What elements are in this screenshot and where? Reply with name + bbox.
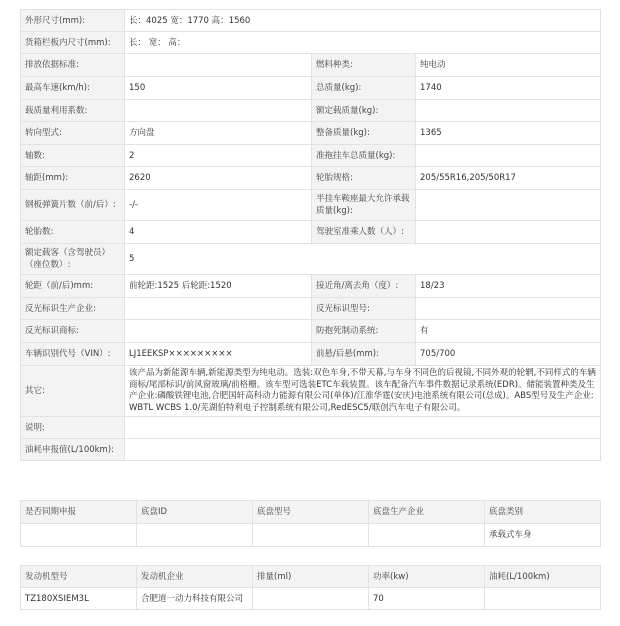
spec-value: 705/700 (416, 343, 601, 366)
spec-label: 轮胎数: (21, 221, 125, 244)
spec-value: 前轮距:1525 后轮距:1520 (125, 275, 312, 298)
engine-header: 发动机企业 (137, 566, 253, 588)
spec-label: 油耗申报值(L/100km): (21, 439, 125, 461)
chassis-row (21, 524, 601, 547)
spec-label: 总质量(kg): (312, 77, 416, 100)
spec-label: 接近角/离去角（度）: (312, 275, 416, 298)
spec-row (21, 32, 601, 54)
spec-row (21, 366, 601, 417)
engine-header: 发动机型号 (21, 566, 137, 588)
engine-body (21, 566, 601, 610)
spec-label: 驾驶室准乘人数（人）: (312, 221, 416, 244)
spec-value (125, 320, 312, 343)
engine-cell: 70 (369, 588, 485, 610)
spec-label: 车辆识别代号（VIN）: (21, 343, 125, 366)
engine-header: 功率(kw) (369, 566, 485, 588)
engine-header: 油耗(L/100km) (485, 566, 601, 588)
engine-cell (485, 588, 601, 610)
engine-header: 排量(ml) (253, 566, 369, 588)
spec-label: 说明: (21, 417, 125, 439)
spec-label: 半挂车鞍座最大允许承载质量(kg): (312, 190, 416, 221)
spec-row (21, 167, 601, 190)
spec-row (21, 221, 601, 244)
chassis-cell: 承载式车身 (485, 524, 601, 547)
spec-value (125, 298, 312, 320)
spec-value (416, 298, 601, 320)
spec-label: 其它: (21, 366, 125, 417)
spec-value (125, 417, 601, 439)
engine-row (21, 588, 601, 610)
engine-cell (253, 588, 369, 610)
engine-table (20, 565, 601, 610)
spec-value (416, 190, 601, 221)
spec-value: 2 (125, 145, 312, 167)
spec-label: 整备质量(kg): (312, 122, 416, 145)
spec-value: 纯电动 (416, 54, 601, 77)
chassis-cell (253, 524, 369, 547)
spec-label: 轮胎规格: (312, 167, 416, 190)
spec-value: 1740 (416, 77, 601, 100)
spec-value: 有 (416, 320, 601, 343)
spec-row (21, 320, 601, 343)
spec-value: 4 (125, 221, 312, 244)
spec-value: LJ1EEKSP××××××××× (125, 343, 312, 366)
spec-label: 轴数: (21, 145, 125, 167)
chassis-table (20, 500, 601, 547)
spec-label: 最高车速(km/h): (21, 77, 125, 100)
engine-cell: 合肥道一动力科技有限公司 (137, 588, 253, 610)
spec-value: 长：4025 宽：1770 高：1560 (125, 10, 601, 32)
spec-value: 该产品为新能源车辆,新能源类型为纯电动。选装:双色车身,不带天幕,与车身不同色的后视镜,不同外观的轮辋,不同样式的车辆商标/尾部标识/前风窗玻璃/前格栅。该车型可选装ETC车载装置。该车配备汽车事件数据记录系统(EDR)。储能装置种类及生产企业:磷酸铁锂电池,合肥国轩高科动力能源有限公司(单体)/江淮华霆(安庆)电池系统有限公司(总成)。ABS型号及生产企业:WBTL WCBS 1.0/芜湖伯特利电子控制系统有限公司,RedESC5/联创汽车电子有限公司。 (125, 366, 601, 417)
spec-label: 排放依据标准: (21, 54, 125, 77)
chassis-header: 底盘生产企业 (369, 501, 485, 524)
spec-row (21, 244, 601, 275)
spec-label: 轴距(mm): (21, 167, 125, 190)
spec-value: 1365 (416, 122, 601, 145)
spec-label: 额定载客（含驾驶员）（座位数）: (21, 244, 125, 275)
spec-label: 燃料种类: (312, 54, 416, 77)
spec-value: -/- (125, 190, 312, 221)
vehicle-spec-table (20, 9, 601, 461)
spec-value: 长： 宽： 高： (125, 32, 601, 54)
spec-value: 2620 (125, 167, 312, 190)
chassis-cell (369, 524, 485, 547)
chassis-header-row (21, 501, 601, 524)
spec-label: 外形尺寸(mm): (21, 10, 125, 32)
spec-row (21, 190, 601, 221)
spec-row (21, 100, 601, 122)
spec-row (21, 54, 601, 77)
spec-value (416, 145, 601, 167)
spec-row (21, 298, 601, 320)
spec-label: 额定载质量(kg): (312, 100, 416, 122)
chassis-header: 底盘型号 (253, 501, 369, 524)
spec-value: 5 (125, 244, 601, 275)
chassis-cell (21, 524, 137, 547)
spec-row (21, 439, 601, 461)
spec-value: 方向盘 (125, 122, 312, 145)
spec-row (21, 275, 601, 298)
chassis-header: 底盘类别 (485, 501, 601, 524)
chassis-cell (137, 524, 253, 547)
engine-header-row (21, 566, 601, 588)
spec-row (21, 77, 601, 100)
spec-row (21, 145, 601, 167)
spec-value (416, 221, 601, 244)
spec-value (125, 439, 601, 461)
chassis-header: 是否同期申报 (21, 501, 137, 524)
spec-label: 转向型式: (21, 122, 125, 145)
spec-label: 载质量利用系数: (21, 100, 125, 122)
vehicle-spec-body (21, 10, 601, 461)
spec-label: 反光标识商标: (21, 320, 125, 343)
spec-label: 反光标识型号: (312, 298, 416, 320)
spec-row (21, 122, 601, 145)
spec-value (416, 100, 601, 122)
spec-row (21, 417, 601, 439)
spec-label: 防抱死制动系统: (312, 320, 416, 343)
spec-label: 轮距（前/后)mm: (21, 275, 125, 298)
spec-value (125, 100, 312, 122)
spec-label: 货箱栏板内尺寸(mm): (21, 32, 125, 54)
spec-value: 150 (125, 77, 312, 100)
spec-label: 反光标识生产企业: (21, 298, 125, 320)
spec-row (21, 10, 601, 32)
spec-label: 钢板弹簧片数（前/后）: (21, 190, 125, 221)
spec-label: 准拖挂车总质量(kg): (312, 145, 416, 167)
spec-label: 前悬/后悬(mm): (312, 343, 416, 366)
chassis-body (21, 501, 601, 547)
chassis-header: 底盘ID (137, 501, 253, 524)
spec-value: 205/55R16,205/50R17 (416, 167, 601, 190)
spec-value: 18/23 (416, 275, 601, 298)
spec-value (125, 54, 312, 77)
engine-cell: TZ180XSIEM3L (21, 588, 137, 610)
spec-row (21, 343, 601, 366)
